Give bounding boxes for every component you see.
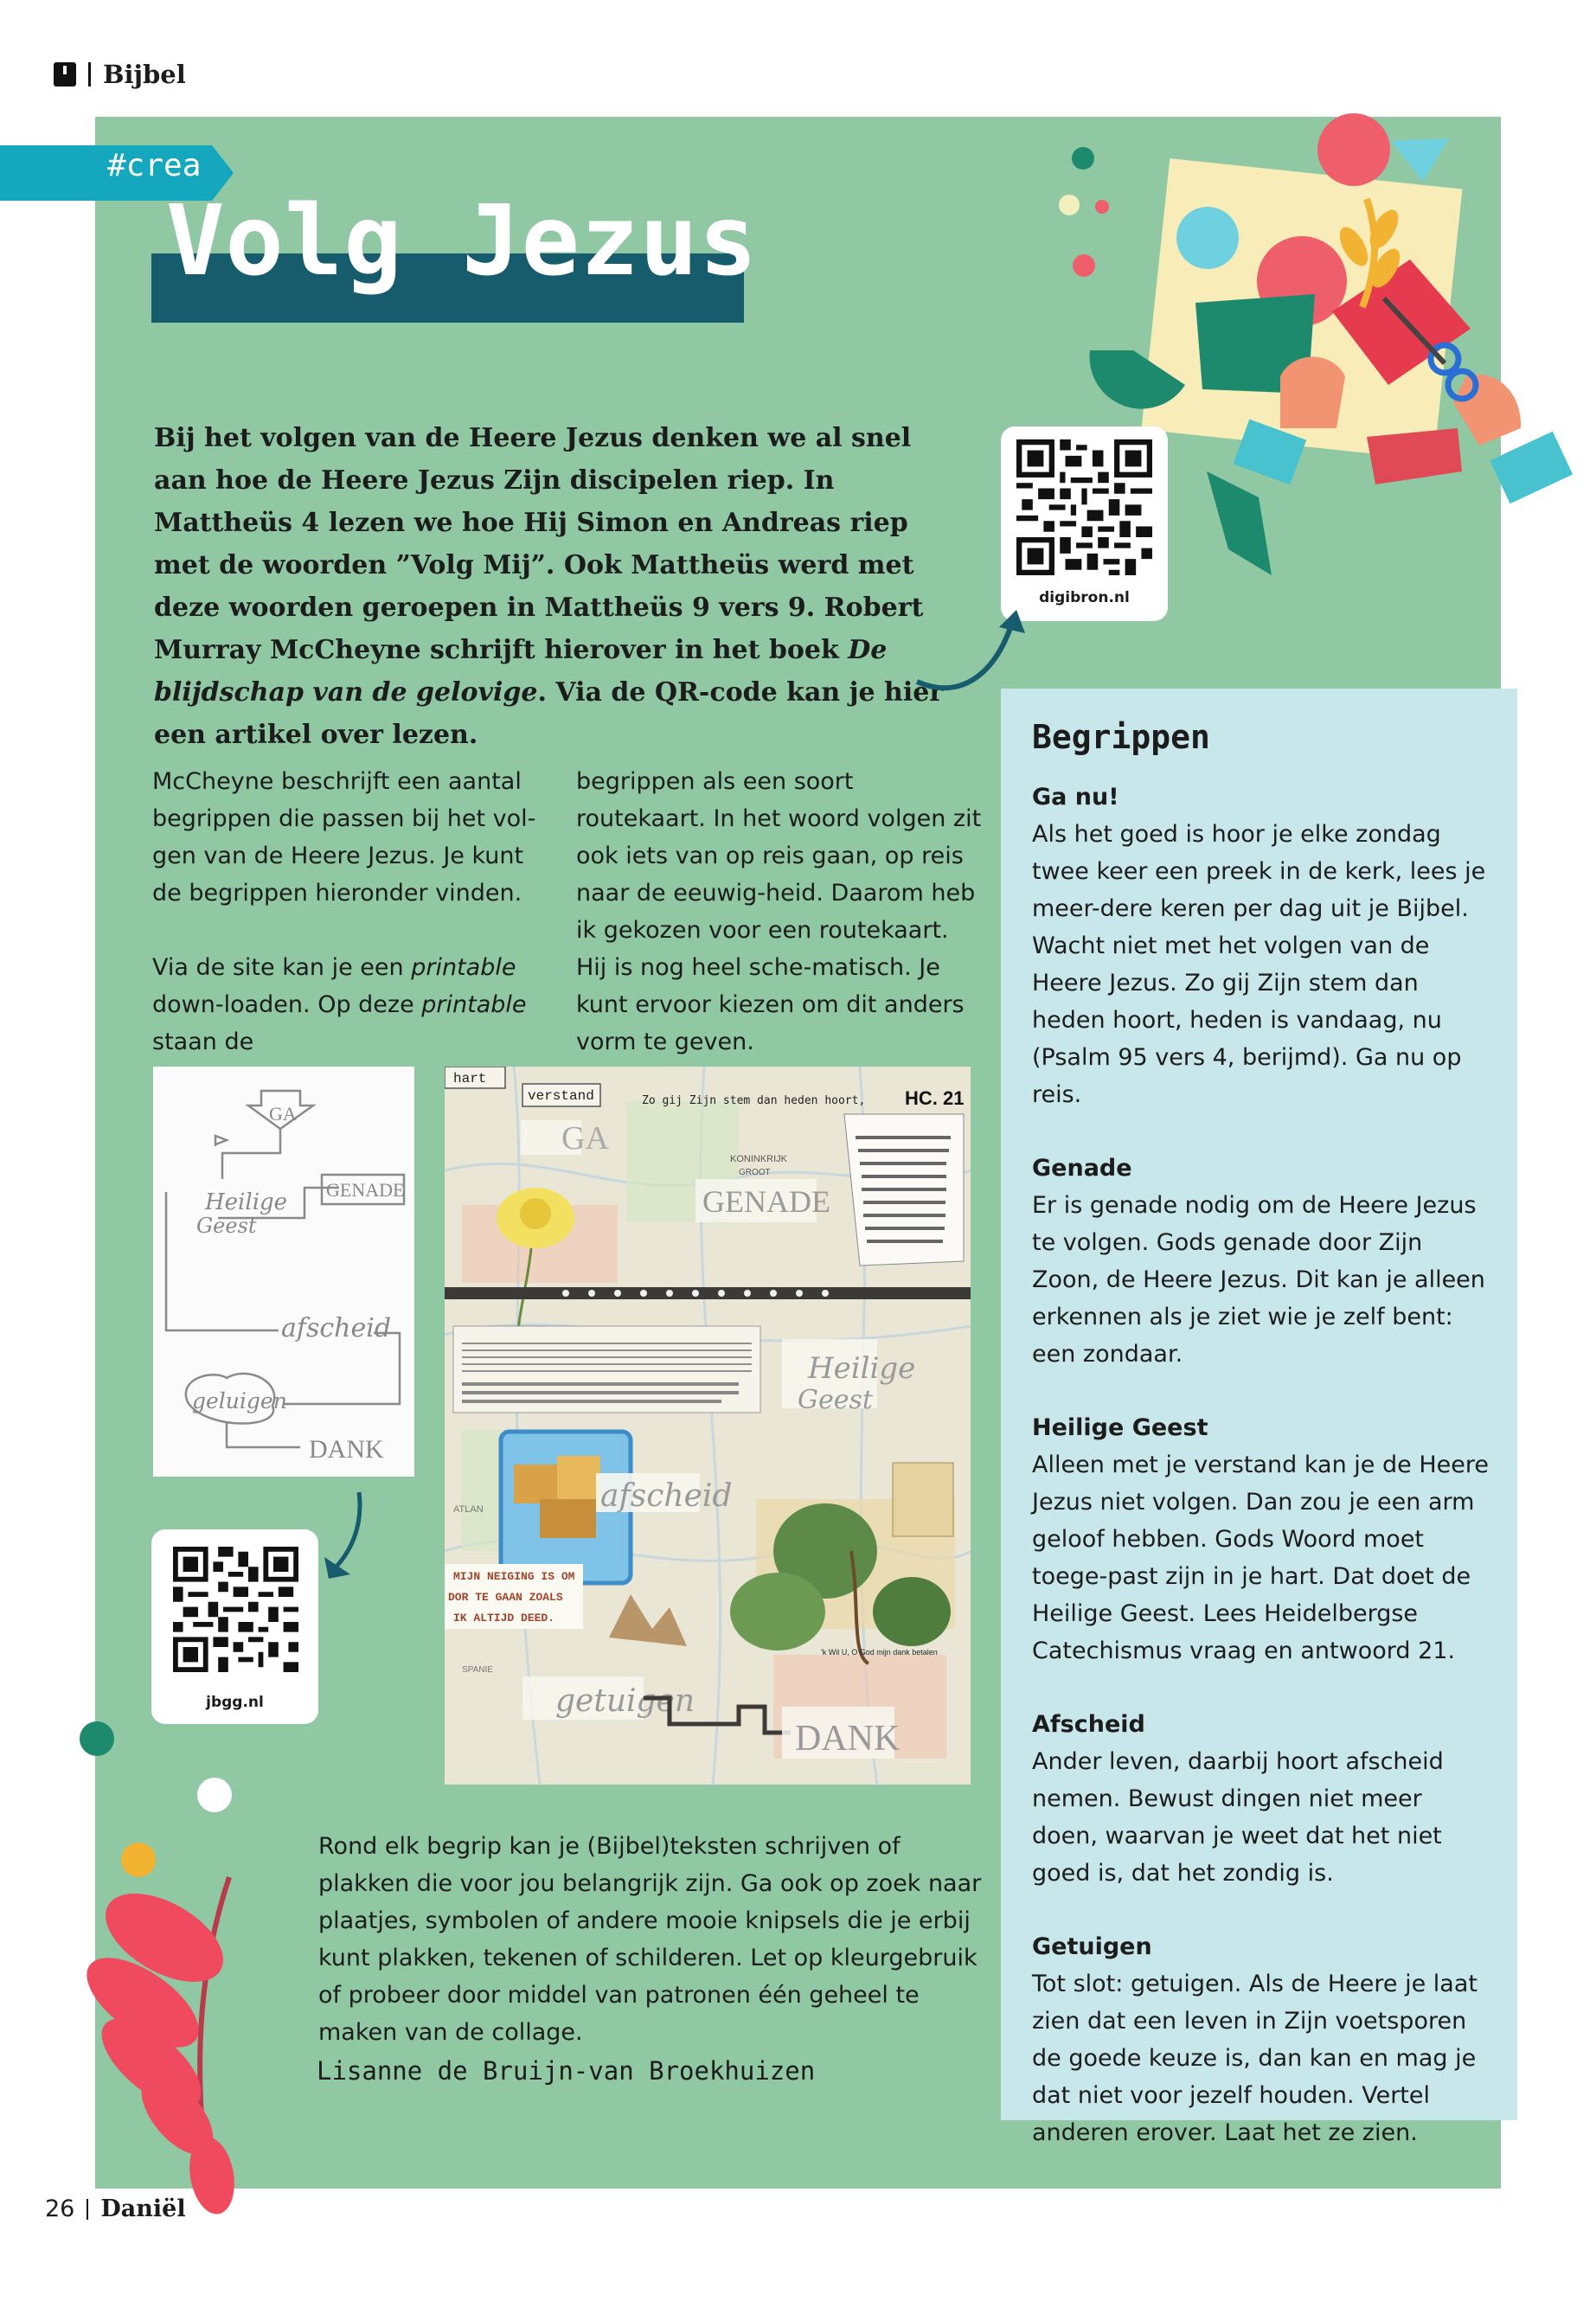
collage-photo <box>445 1067 971 1785</box>
deco-strip <box>1207 471 1272 575</box>
outro-paragraph: Rond elk begrip kan je (Bijbel)teksten schrijven of plakken die voor jou belangrijk zijn. Ga ook op zoek naar plaatjes, symbolen of andere mooie knipsels die je erbij kunt plakken, tekenen of schilderen. Let op kleurgebruik of probeer door middel van patronen één geheel te maken van de collage. <box>318 1833 982 2046</box>
term-afscheid <box>1032 1706 1491 1892</box>
collage-word-getuigen: getuigen <box>555 1683 695 1719</box>
page-footer <box>45 2195 186 2222</box>
term-getuigen <box>1032 1928 1491 2151</box>
deco-dot <box>1095 200 1109 214</box>
deco-dot <box>197 1778 232 1812</box>
arrow-to-qr-bottom <box>320 1488 372 1583</box>
term-name: Afscheid <box>1032 1711 1145 1738</box>
section-header <box>54 55 186 93</box>
collage-quote-line1: MIJN NEIGING IS OM <box>453 1570 575 1583</box>
sketch-label-genade: GENADE <box>326 1179 405 1201</box>
qr-card-jbgg[interactable] <box>151 1529 318 1724</box>
intro-text: Bij het volgen van de Heere Jezus denken we al snel aan hoe de Heere Jezus Zijn discipelen riep. In Mattheüs 4 lezen we hoe Hij Simon en Andreas riep met de woorden ”Volg Mij”. Ook Mattheüs werd met deze woorden geroepen in Mattheüs 9 vers 9. Robert Murray McCheyne schrijft hierover in het boek <box>154 423 924 665</box>
collage-word-geest: Geest <box>798 1385 873 1415</box>
term-name: Getuigen <box>1032 1933 1152 1960</box>
qr-code-icon <box>173 1547 298 1672</box>
sketch-label-heilige: Heilige <box>205 1189 288 1215</box>
book-icon <box>54 62 76 87</box>
sleeve-right <box>1490 432 1573 504</box>
term-genade <box>1032 1150 1491 1373</box>
deco-triangle <box>1391 138 1449 182</box>
paragraph: begrippen als een soort routekaart. In het woord volgen zit ook iets van op reis gaan, op reis naar de eeuwig-heid. Daarom heb ik gekozen voor een routekaart. Hij is nog heel sche-matisch. Je kunt ervoor kiezen om dit anders vorm te geven. <box>576 768 982 1055</box>
term-text: Alleen met je verstand kan je de Heere Jezus niet volgen. Dan zou je een arm geloof hebben. Gods Woord moet toege-past zijn in je hart. Dat doet de Heilige Geest. Lees Heidelbergse Catechismus vraag en antwoord 21. <box>1032 1452 1489 1664</box>
deco-dot <box>80 1721 114 1756</box>
collage-psalm-line: Zo gij Zijn stem dan heden hoort, <box>642 1094 866 1107</box>
deco-dot <box>1073 254 1095 277</box>
collage-word-ga: GA <box>561 1120 609 1157</box>
author-name: Lisanne de Bruijn-van Broekhuizen <box>317 2056 816 2086</box>
collage-word-genade: GENADE <box>702 1184 830 1219</box>
hand-left <box>1280 357 1345 429</box>
sketch-label-ga: GA <box>269 1103 297 1125</box>
sketch-lines <box>153 1067 414 1477</box>
magazine-name: Daniël <box>100 2195 186 2222</box>
qr-card-digibron[interactable] <box>1001 426 1168 621</box>
term-text: Er is genade nodig om de Heere Jezus te volgen. Gods genade door Zijn Zoon, de Heere Jezus. Dit kan je alleen erkennen als je ziet wie je zelf bent: een zondaar. <box>1032 1192 1485 1368</box>
arrow-to-qr <box>908 606 1038 701</box>
intro-text-end: . Via de QR-code kan je hier een artikel over lezen. <box>154 677 944 750</box>
book-title: De blijdschap van de gelovige <box>154 635 888 708</box>
deco-circle <box>1176 207 1239 269</box>
collage-quote-line3: IK ALTIJD DEED. <box>453 1612 555 1625</box>
deco-dot <box>1072 147 1094 170</box>
term-text: Ander leven, daarbij hoort afscheid nemen. Bewust dingen niet meer doen, waarvan je weet dat het niet goed is, dat het zondig is. <box>1032 1748 1444 1887</box>
sketch-label-afscheid: afscheid <box>281 1313 392 1343</box>
deco-circle <box>1317 113 1390 186</box>
deco-dot <box>1059 195 1080 215</box>
deco-dot <box>121 1843 156 1877</box>
term-name: Genade <box>1032 1155 1132 1182</box>
term-heilige-geest <box>1032 1409 1491 1670</box>
separator <box>88 62 91 87</box>
collage-word-groot: GROOT <box>739 1168 771 1177</box>
sketch-label-dank: DANK <box>309 1435 384 1464</box>
qr-label-digibron: digibron.nl <box>1039 589 1130 606</box>
separator <box>87 2199 88 2220</box>
collage-word-verstand: verstand <box>528 1088 594 1104</box>
term-text: Als het goed is hoor je elke zondag twee keer een preek in de kerk, lees je meer-dere keren per dag uit je Bijbel. Wacht niet met het volgen van de Heere Jezus. Zo gij Zijn stem dan heden hoort, heden is vandaag, nu (Psalm 95 vers 4, berijmd). Ga nu op reis. <box>1032 821 1486 1108</box>
page-number: 26 <box>45 2195 75 2222</box>
body-column-right <box>576 763 983 1098</box>
paragraph: McCheyne beschrijft een aantal begrippen die passen bij het vol-gen van de Heere Jezus. Je kunt de begrippen hieronder vinden. <box>152 768 536 907</box>
collage-word-spanje: SPANIE <box>462 1665 493 1675</box>
collage-dank-line: 'k Wil U, O God mijn dank betalen <box>821 1648 938 1657</box>
collage-hc21: HC. 21 <box>905 1087 965 1109</box>
intro-paragraph <box>154 417 967 756</box>
collage-word-atlan: ATLAN <box>453 1504 484 1515</box>
collage-word-heilige: Heilige <box>808 1351 916 1386</box>
term-ga-nu <box>1032 779 1491 1113</box>
collage-word-dank: DANK <box>795 1719 901 1759</box>
hand-right <box>1453 375 1521 445</box>
collage-word-afscheid: afscheid <box>600 1478 733 1514</box>
crea-tag-label: #crea <box>107 148 202 183</box>
page-title: Volg Jezus <box>166 185 759 298</box>
route-map-sketch <box>153 1067 414 1477</box>
term-name: Heilige Geest <box>1032 1414 1208 1441</box>
deco-paper <box>1367 428 1462 484</box>
qr-code-icon <box>1016 439 1152 575</box>
sketch-label-geest: Geest <box>196 1214 257 1238</box>
begrippen-title: Begrippen <box>1032 718 1210 756</box>
term-text: Tot slot: getuigen. Als de Heere je laat zien dat een leven in Zijn voetsporen de goede keuze is, dan kan en mag je dat niet voor jezelf houden. Vertel anderen erover. Laat het ze zien. <box>1032 1971 1477 2146</box>
paragraph: Via de site kan je een printable down-loaden. Op deze printable staan de <box>152 954 527 1055</box>
collage-word-koninkrijk: KONINKRIJK <box>730 1154 788 1164</box>
section-label: Bijbel <box>103 60 186 89</box>
qr-label-jbgg: jbgg.nl <box>206 1694 264 1711</box>
plant-illustration <box>69 1708 294 2227</box>
collage-word-hart: hart <box>453 1071 487 1086</box>
collage-image <box>445 1067 971 1785</box>
begrippen-box <box>1001 689 1517 2146</box>
body-column-left <box>152 763 559 1098</box>
term-name: Ga nu! <box>1032 784 1119 811</box>
collage-quote-line2: DOR TE GAAN ZOALS <box>448 1591 563 1604</box>
sketch-label-getuigen: geluigen <box>192 1388 287 1413</box>
